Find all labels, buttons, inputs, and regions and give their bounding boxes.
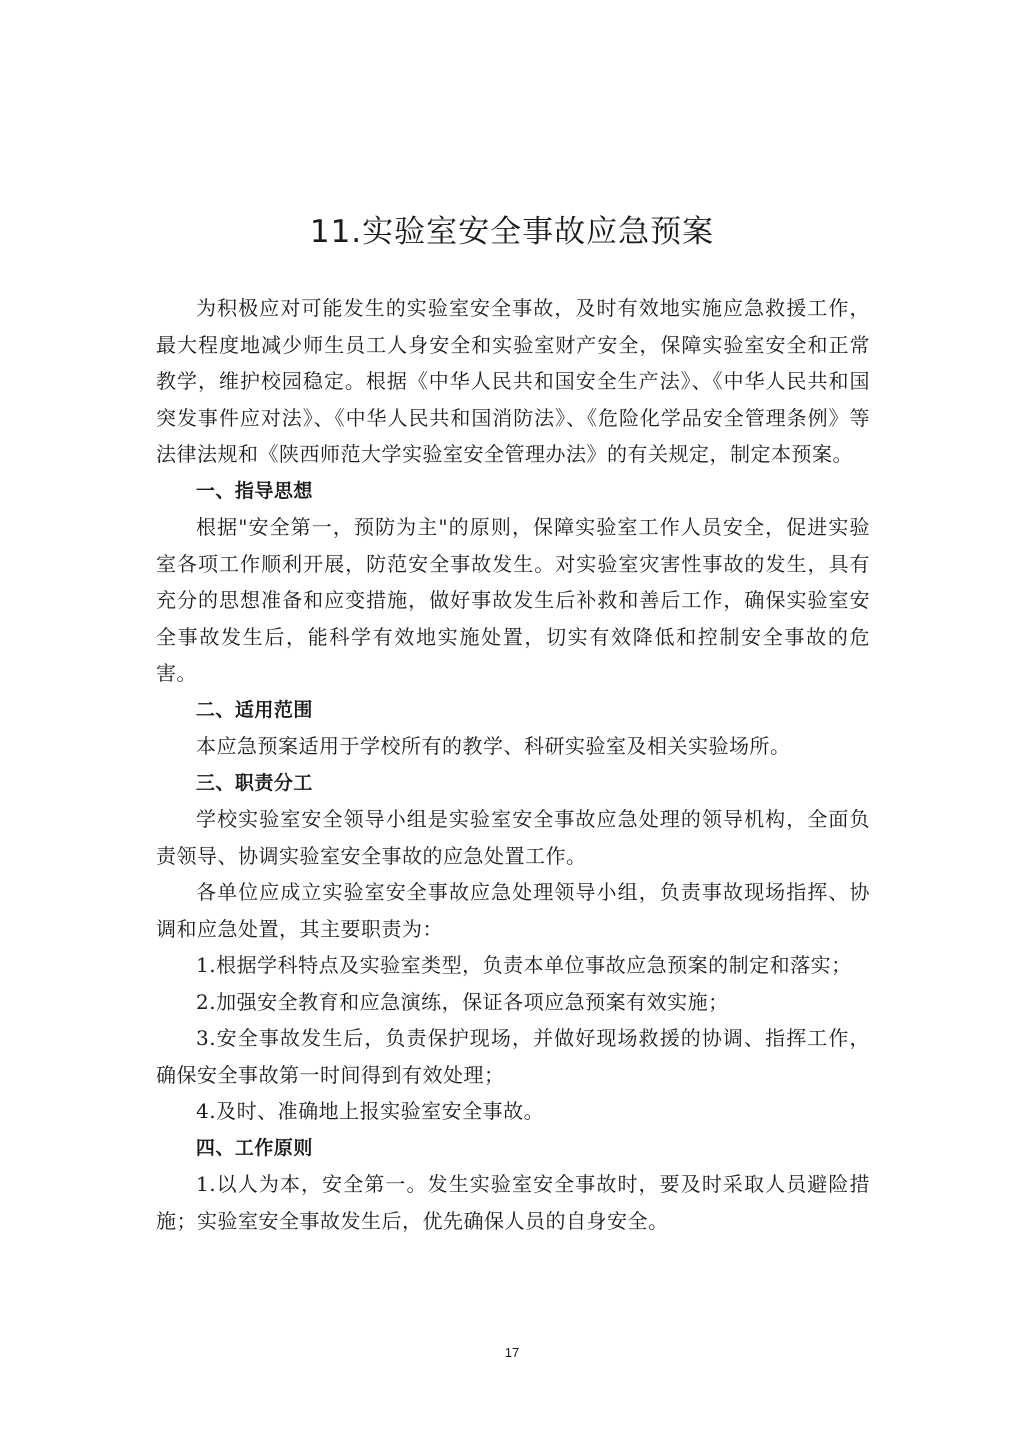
responsibility-item-1: 1.根据学科特点及实验室类型，负责本单位事故应急预案的制定和落实； [196,953,852,977]
responsibilities-paragraph-2: 各单位应成立实验室安全事故应急处理领导小组，负责事故现场指挥、协调和应急处置，其主要职责为： [156,880,870,941]
section-heading-scope: 二、适用范围 [195,698,313,721]
intro-paragraph: 为积极应对可能发生的实验室安全事故，及时有效地实施应急救援工作，最大程度地减少师生员工人身安全和实验室财产安全，保障实验室安全和正常教学，维护校园稳定。根据《中华人民共和国安全生产法》、《中华人民共和国突发事件应对法》、《中华人民共和国消防法》、《危险化学品安全管理条例》等法律法规和《陕西师范大学实验室安全管理办法》的有关规定，制定本预案。 [156,296,870,466]
scope-paragraph: 本应急预案适用于学校所有的教学、科研实验室及相关实验场所。 [196,734,791,758]
section-heading-responsibilities: 三、职责分工 [195,771,313,794]
responsibilities-paragraph-1: 学校实验室安全领导小组是实验室安全事故应急处理的领导机构，全面负责领导、协调实验室安全事故的应急处置工作。 [156,807,870,868]
document-body [156,290,870,1239]
principle-item-1: 1.以人为本，安全第一。发生实验室安全事故时，要及时采取人员避险措施；实验室安全事故发生后，优先确保人员的自身安全。 [156,1172,870,1233]
responsibility-item-2: 2.加强安全教育和应急演练，保证各项应急预案有效实施； [196,989,729,1014]
section-heading-working-principles: 四、工作原则 [195,1136,313,1159]
section-heading-guiding-ideology: 一、指导思想 [195,479,313,502]
page-number: 17 [504,1345,520,1360]
page-title: 11.实验室安全事故应急预案 [309,214,715,250]
guiding-ideology-paragraph: 根据"安全第一，预防为主"的原则，保障实验室工作人员安全，促进实验室各项工作顺利开展，防范安全事故发生。对实验室灾害性事故的发生，具有充分的思想准备和应变措施，做好事故发生后补救和善后工作，确保实验室安全事故发生后，能科学有效地实施处置，切实有效降低和控制安全事故的危害。 [156,515,870,685]
responsibility-item-4: 4.及时、准确地上报实验室安全事故。 [196,1099,545,1123]
responsibility-item-3: 3.安全事故发生后，负责保护现场，并做好现场救援的协调、指挥工作，确保安全事故第一时间得到有效处理； [156,1026,870,1087]
